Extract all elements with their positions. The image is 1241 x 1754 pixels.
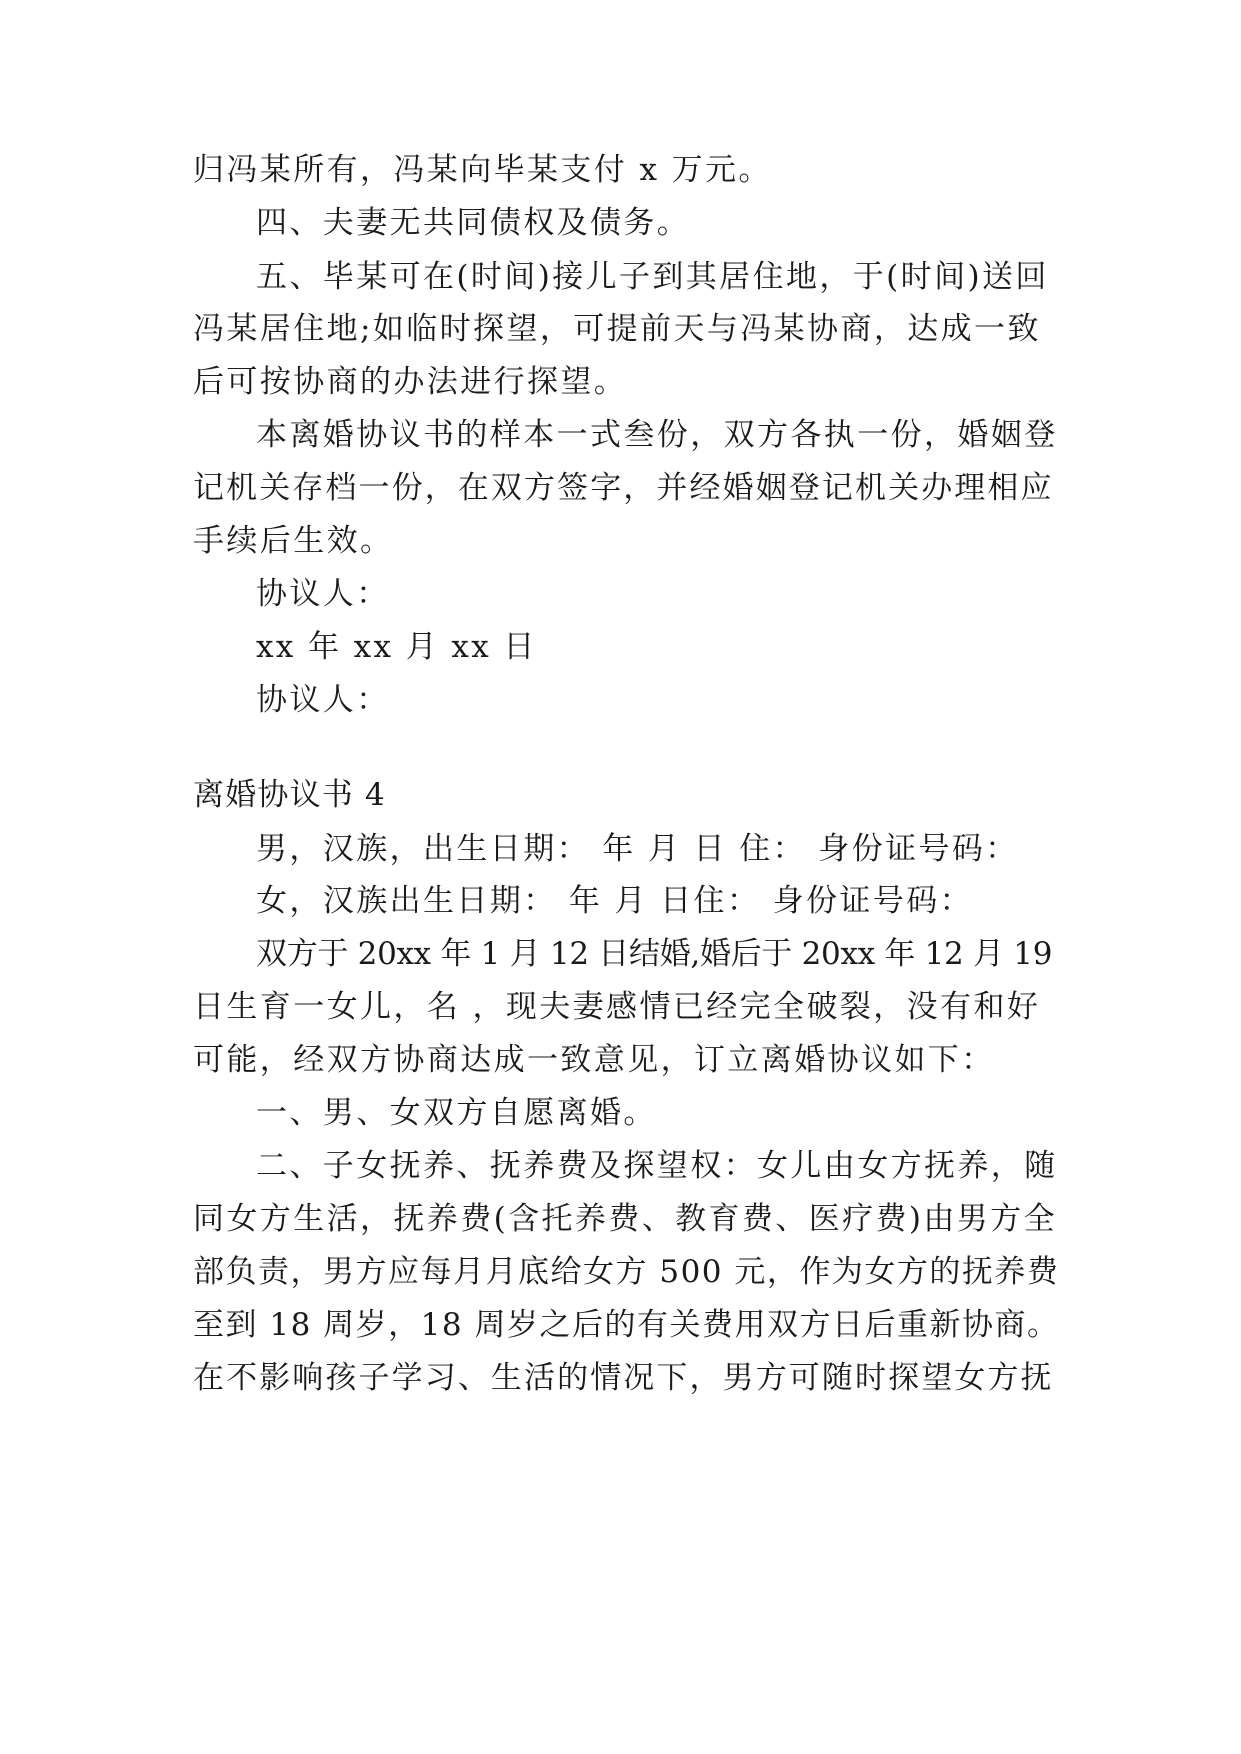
- date-line: xx 年 xx 月 xx 日: [256, 629, 537, 665]
- paragraph-line: 记机关存档一份，在双方签字，并经婚姻登记机关办理相应: [193, 470, 1054, 506]
- paragraph-line: 手续后生效。: [193, 523, 394, 559]
- paragraph-line: 男，汉族，出生日期： 年 月 日 住： 身份证号码：: [256, 831, 1019, 867]
- paragraph-line: 冯某居住地;如临时探望，可提前天与冯某协商，达成一致: [193, 311, 1041, 347]
- paragraph-line: 后可按协商的办法进行探望。: [193, 364, 628, 400]
- paragraph-line: 四、夫妻无共同债权及债务。: [256, 205, 691, 241]
- paragraph-line: 二、子女抚养、抚养费及探望权：女儿由女方抚养，随: [256, 1148, 1058, 1184]
- paragraph-line: 日生育一女儿，名 ，现夫妻感情已经完全破裂，没有和好: [193, 989, 1041, 1025]
- signatory-label: 协议人：: [256, 682, 390, 718]
- paragraph-line: 五、毕某可在(时间)接儿子到其居住地，于(时间)送回: [256, 259, 1049, 295]
- paragraph-line: 部负责，男方应每月月底给女方 500 元，作为女方的抚养费: [193, 1254, 1060, 1290]
- paragraph-line: 女，汉族出生日期： 年 月 日住： 身份证号码：: [256, 883, 974, 919]
- signatory-label: 协议人：: [256, 576, 390, 612]
- section-title: 离婚协议书 4: [193, 777, 386, 813]
- paragraph-line: 在不影响孩子学习、生活的情况下，男方可随时探望女方抚: [193, 1360, 1054, 1396]
- paragraph-line: 归冯某所有，冯某向毕某支付 x 万元。: [193, 152, 772, 188]
- paragraph-line: 可能，经双方协商达成一致意见，订立离婚协议如下：: [193, 1042, 995, 1078]
- paragraph-line: 同女方生活，抚养费(含托养费、教育费、医疗费)由男方全: [193, 1201, 1057, 1237]
- paragraph-line: 一、男、女双方自愿离婚。: [256, 1095, 657, 1131]
- paragraph-line: 至到 18 周岁，18 周岁之后的有关费用双方日后重新协商。: [193, 1307, 1060, 1343]
- paragraph-line: 本离婚协议书的样本一式叁份，双方各执一份，婚姻登: [256, 417, 1058, 453]
- paragraph-line: 双方于 20xx 年 1 月 12 日结婚,婚后于 20xx 年 12 月 19: [256, 936, 1053, 972]
